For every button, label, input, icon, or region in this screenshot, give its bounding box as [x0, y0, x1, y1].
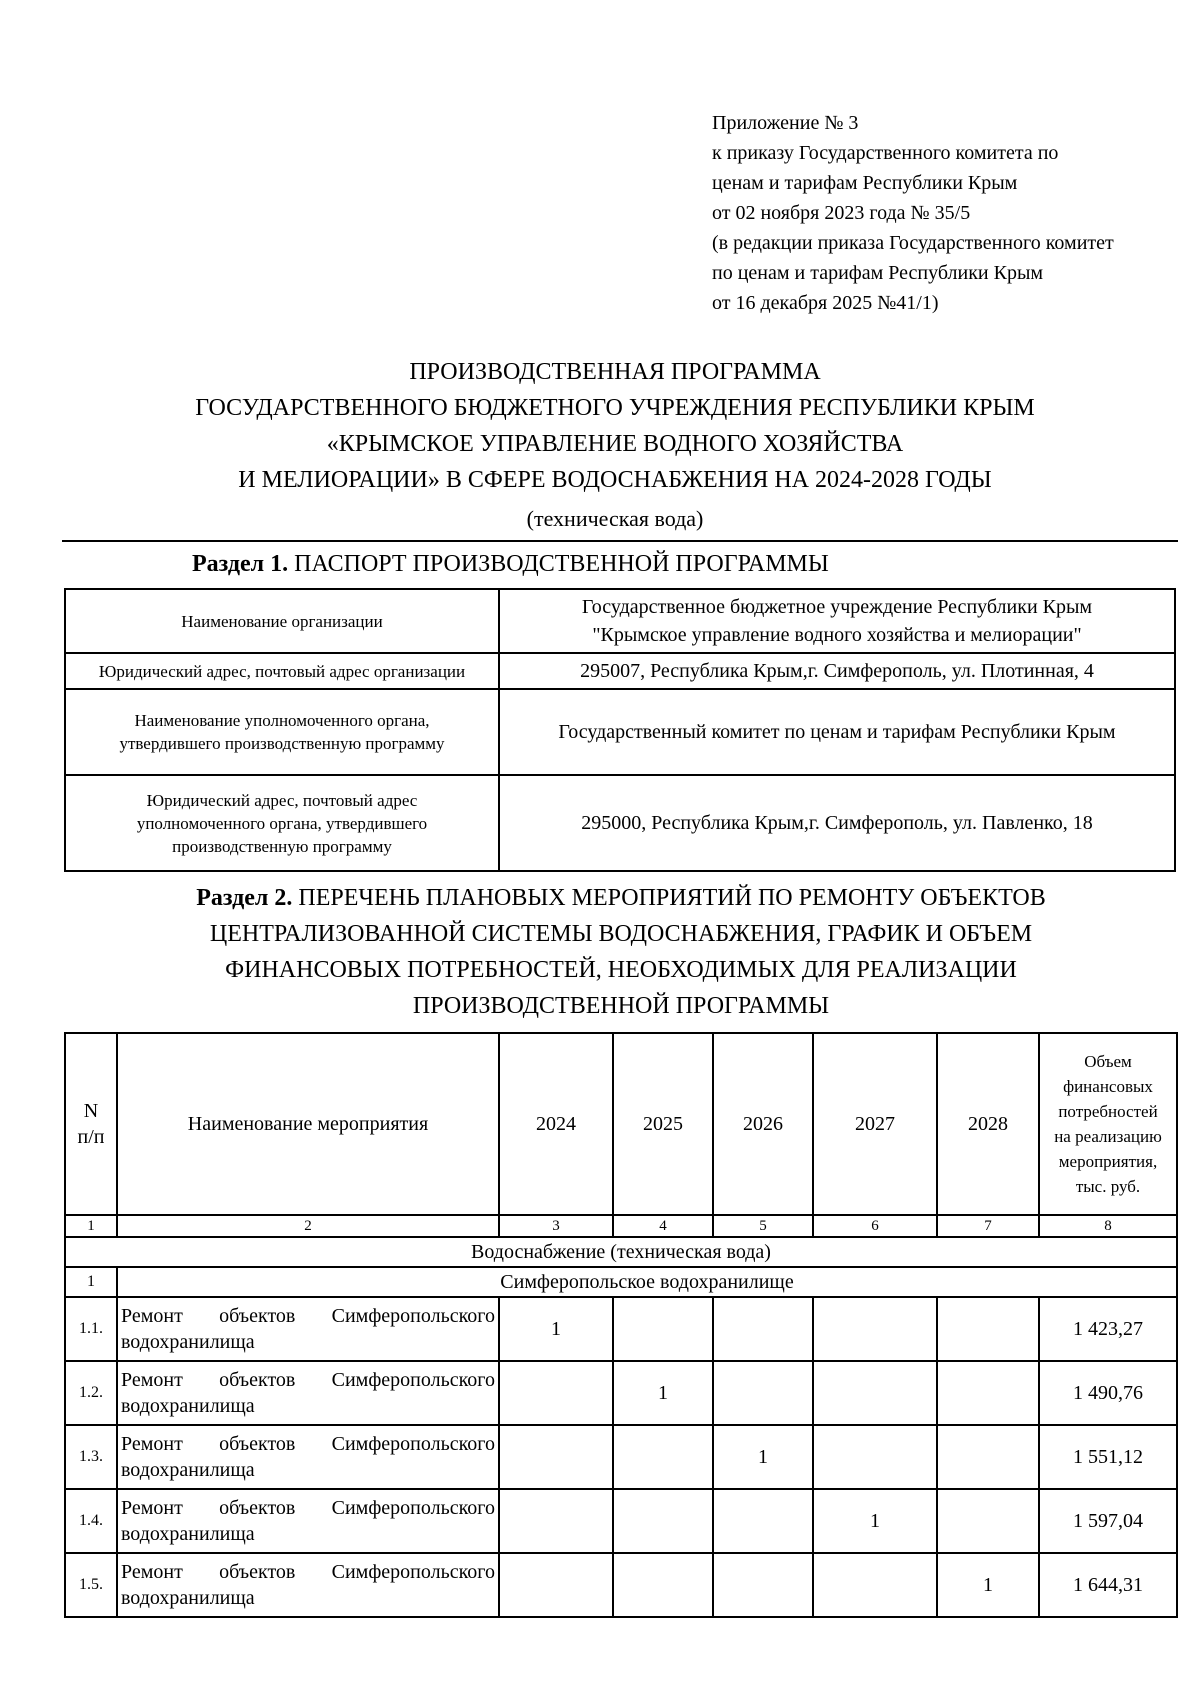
- section1-heading: [192, 546, 829, 582]
- column-number: 5: [713, 1215, 813, 1237]
- header-year: 2025: [613, 1033, 713, 1215]
- passport-row: [65, 653, 1175, 689]
- header-year: 2024: [499, 1033, 613, 1215]
- cell-amount: 1 597,04: [1039, 1489, 1177, 1553]
- cell-2027: [813, 1361, 937, 1425]
- cell-2026: [713, 1361, 813, 1425]
- cell-2026: [713, 1297, 813, 1361]
- header-fin-line: Объем: [1084, 1052, 1132, 1071]
- passport-table: [64, 588, 1176, 872]
- passport-key: [65, 653, 499, 689]
- row-number: 1.5.: [65, 1553, 117, 1617]
- row-activity-line: Ремонт объектов Симферопольского: [121, 1369, 495, 1391]
- cell-2025: [613, 1553, 713, 1617]
- cell-2028: [937, 1361, 1039, 1425]
- cell-2024: 1: [499, 1297, 613, 1361]
- row-activity-line: Ремонт объектов Симферопольского: [121, 1561, 495, 1583]
- appendix-reference: [712, 108, 1182, 318]
- row-number: 1.4.: [65, 1489, 117, 1553]
- cell-2027: [813, 1553, 937, 1617]
- column-number: 4: [613, 1215, 713, 1237]
- passport-value-line: "Крымское управление водного хозяйства и мелиорации": [592, 624, 1082, 646]
- header-fin-line: тыс. руб.: [1075, 1177, 1141, 1196]
- passport-value-line: Государственный комитет по ценам и тарифам Республики Крым: [558, 721, 1116, 743]
- section2-heading-line: ЦЕНТРАЛИЗОВАННОЙ СИСТЕМЫ ВОДОСНАБЖЕНИЯ, ГРАФИК И ОБЪЕМ: [209, 921, 1033, 947]
- passport-row: [65, 775, 1175, 871]
- cell-2025: [613, 1297, 713, 1361]
- passport-key: [65, 589, 499, 653]
- cell-2026: [713, 1553, 813, 1617]
- row-activity: [117, 1553, 499, 1617]
- cell-2024: [499, 1361, 613, 1425]
- appendix-line: от 02 ноября 2023 года № 35/5: [712, 202, 971, 224]
- column-number: 2: [117, 1215, 499, 1237]
- header-fin-line: финансовых: [1063, 1077, 1153, 1096]
- section2-label: Раздел 2.: [196, 885, 293, 911]
- appendix-line: к приказу Государственного комитета по: [712, 142, 1059, 164]
- header-number: [65, 1033, 117, 1215]
- passport-value-line: 295007, Республика Крым,г. Симферополь, ул. Плотинная, 4: [580, 660, 1094, 682]
- row-activity-line: Ремонт объектов Симферопольского: [121, 1433, 495, 1455]
- table-row: [65, 1425, 1177, 1489]
- passport-row: [65, 589, 1175, 653]
- header-number-line: N: [83, 1100, 99, 1122]
- title-line: «КРЫМСКОЕ УПРАВЛЕНИЕ ВОДНОГО ХОЗЯЙСТВА: [326, 431, 904, 457]
- cell-2027: [813, 1425, 937, 1489]
- row-activity: [117, 1361, 499, 1425]
- row-activity: [117, 1489, 499, 1553]
- table-row: [65, 1553, 1177, 1617]
- section1-title: ПАСПОРТ ПРОИЗВОДСТВЕННОЙ ПРОГРАММЫ: [294, 551, 829, 577]
- column-number: 1: [65, 1215, 117, 1237]
- row-activity-line: водохранилища: [121, 1459, 255, 1481]
- passport-key-text: Наименование уполномоченного органа,: [134, 711, 430, 730]
- plan-header-row: [65, 1033, 1177, 1215]
- passport-key: [65, 775, 499, 871]
- subgroup-number: 1: [65, 1267, 117, 1297]
- table-row: [65, 1489, 1177, 1553]
- section2-title: ПЕРЕЧЕНЬ ПЛАНОВЫХ МЕРОПРИЯТИЙ ПО РЕМОНТУ ОБЪЕКТОВ: [298, 885, 1046, 911]
- row-activity-line: водохранилища: [121, 1331, 255, 1353]
- table-row: [65, 1361, 1177, 1425]
- cell-2027: 1: [813, 1489, 937, 1553]
- title-divider: [62, 540, 1178, 542]
- cell-2025: [613, 1489, 713, 1553]
- section2-heading-line: ПРОИЗВОДСТВЕННОЙ ПРОГРАММЫ: [412, 993, 830, 1019]
- appendix-line: ценам и тарифам Республики Крым: [712, 172, 1018, 194]
- cell-amount: 1 490,76: [1039, 1361, 1177, 1425]
- cell-2028: [937, 1425, 1039, 1489]
- header-financial-volume: [1039, 1033, 1177, 1215]
- passport-key-text: Юридический адрес, почтовый адрес организации: [98, 661, 466, 681]
- cell-amount: 1 551,12: [1039, 1425, 1177, 1489]
- passport-value: [499, 589, 1175, 653]
- section1-label: Раздел 1.: [192, 551, 289, 577]
- cell-2027: [813, 1297, 937, 1361]
- column-number-row: [65, 1215, 1177, 1237]
- row-activity-line: Ремонт объектов Симферопольского: [121, 1305, 495, 1327]
- passport-key-text: производственную программу: [172, 836, 392, 856]
- section2-heading-line: ФИНАНСОВЫХ ПОТРЕБНОСТЕЙ, НЕОБХОДИМЫХ ДЛЯ РЕАЛИЗАЦИИ: [225, 957, 1017, 983]
- header-year: 2026: [713, 1033, 813, 1215]
- header-fin-line: на реализацию: [1054, 1127, 1162, 1146]
- passport-key-text: Наименование организации: [181, 611, 383, 631]
- cell-2026: 1: [713, 1425, 813, 1489]
- appendix-line: от 16 декабря 2025 №41/1): [712, 292, 939, 314]
- cell-2026: [713, 1489, 813, 1553]
- passport-row: [65, 689, 1175, 775]
- column-number: 3: [499, 1215, 613, 1237]
- header-fin-line: мероприятия,: [1058, 1152, 1158, 1171]
- plan-table: [64, 1032, 1178, 1618]
- header-fin-line: потребностей: [1058, 1102, 1158, 1121]
- passport-value-line: Государственное бюджетное учреждение Республики Крым: [581, 596, 1093, 618]
- passport-value: [499, 689, 1175, 775]
- appendix-line: по ценам и тарифам Республики Крым: [712, 262, 1044, 284]
- passport-key-text: Юридический адрес, почтовый адрес: [146, 790, 418, 810]
- cell-amount: 1 644,31: [1039, 1553, 1177, 1617]
- cell-2024: [499, 1425, 613, 1489]
- header-activity-name: [117, 1033, 499, 1215]
- cell-2028: [937, 1489, 1039, 1553]
- appendix-line: Приложение № 3: [712, 112, 859, 134]
- document-title: [60, 354, 1170, 537]
- title-line: И МЕЛИОРАЦИИ» В СФЕРЕ ВОДОСНАБЖЕНИЯ НА 2024-2028 ГОДЫ: [238, 467, 992, 493]
- row-activity: [117, 1425, 499, 1489]
- header-year: 2028: [937, 1033, 1039, 1215]
- subgroup-row: [65, 1267, 1177, 1297]
- passport-value: [499, 775, 1175, 871]
- title-line: ГОСУДАРСТВЕННОГО БЮДЖЕТНОГО УЧРЕЖДЕНИЯ РЕСПУБЛИКИ КРЫМ: [195, 395, 1035, 421]
- section2-heading-line: [60, 880, 1182, 916]
- row-activity-line: водохранилища: [121, 1587, 255, 1609]
- appendix-line: (в редакции приказа Государственного комитет: [712, 232, 1114, 254]
- header-number-line: п/п: [77, 1126, 105, 1148]
- cell-2028: [937, 1297, 1039, 1361]
- passport-key: [65, 689, 499, 775]
- group-row: [65, 1237, 1177, 1267]
- header-text: Наименование мероприятия: [187, 1113, 429, 1135]
- column-number: 6: [813, 1215, 937, 1237]
- row-number: 1.1.: [65, 1297, 117, 1361]
- table-row: [65, 1297, 1177, 1361]
- column-number: 8: [1039, 1215, 1177, 1237]
- cell-2024: [499, 1553, 613, 1617]
- cell-2028: 1: [937, 1553, 1039, 1617]
- cell-2025: [613, 1425, 713, 1489]
- passport-key-text: уполномоченного органа, утвердившего: [136, 813, 428, 833]
- group-title: Водоснабжение (техническая вода): [65, 1237, 1177, 1267]
- title-line: ПРОИЗВОДСТВЕННАЯ ПРОГРАММА: [409, 359, 821, 385]
- cell-amount: 1 423,27: [1039, 1297, 1177, 1361]
- subgroup-title: Симферопольское водохранилище: [117, 1267, 1177, 1297]
- row-activity-line: водохранилища: [121, 1523, 255, 1545]
- section2-heading: [60, 880, 1182, 1024]
- row-activity-line: Ремонт объектов Симферопольского: [121, 1497, 495, 1519]
- row-number: 1.3.: [65, 1425, 117, 1489]
- column-number: 7: [937, 1215, 1039, 1237]
- cell-2025: 1: [613, 1361, 713, 1425]
- passport-value: [499, 653, 1175, 689]
- row-activity-line: водохранилища: [121, 1395, 255, 1417]
- passport-key-text: утвердившего производственную программу: [119, 734, 445, 753]
- row-number: 1.2.: [65, 1361, 117, 1425]
- row-activity: [117, 1297, 499, 1361]
- passport-value-line: 295000, Республика Крым,г. Симферополь, ул. Павленко, 18: [581, 812, 1093, 834]
- title-subtitle: (техническая вода): [526, 506, 704, 531]
- cell-2024: [499, 1489, 613, 1553]
- header-year: 2027: [813, 1033, 937, 1215]
